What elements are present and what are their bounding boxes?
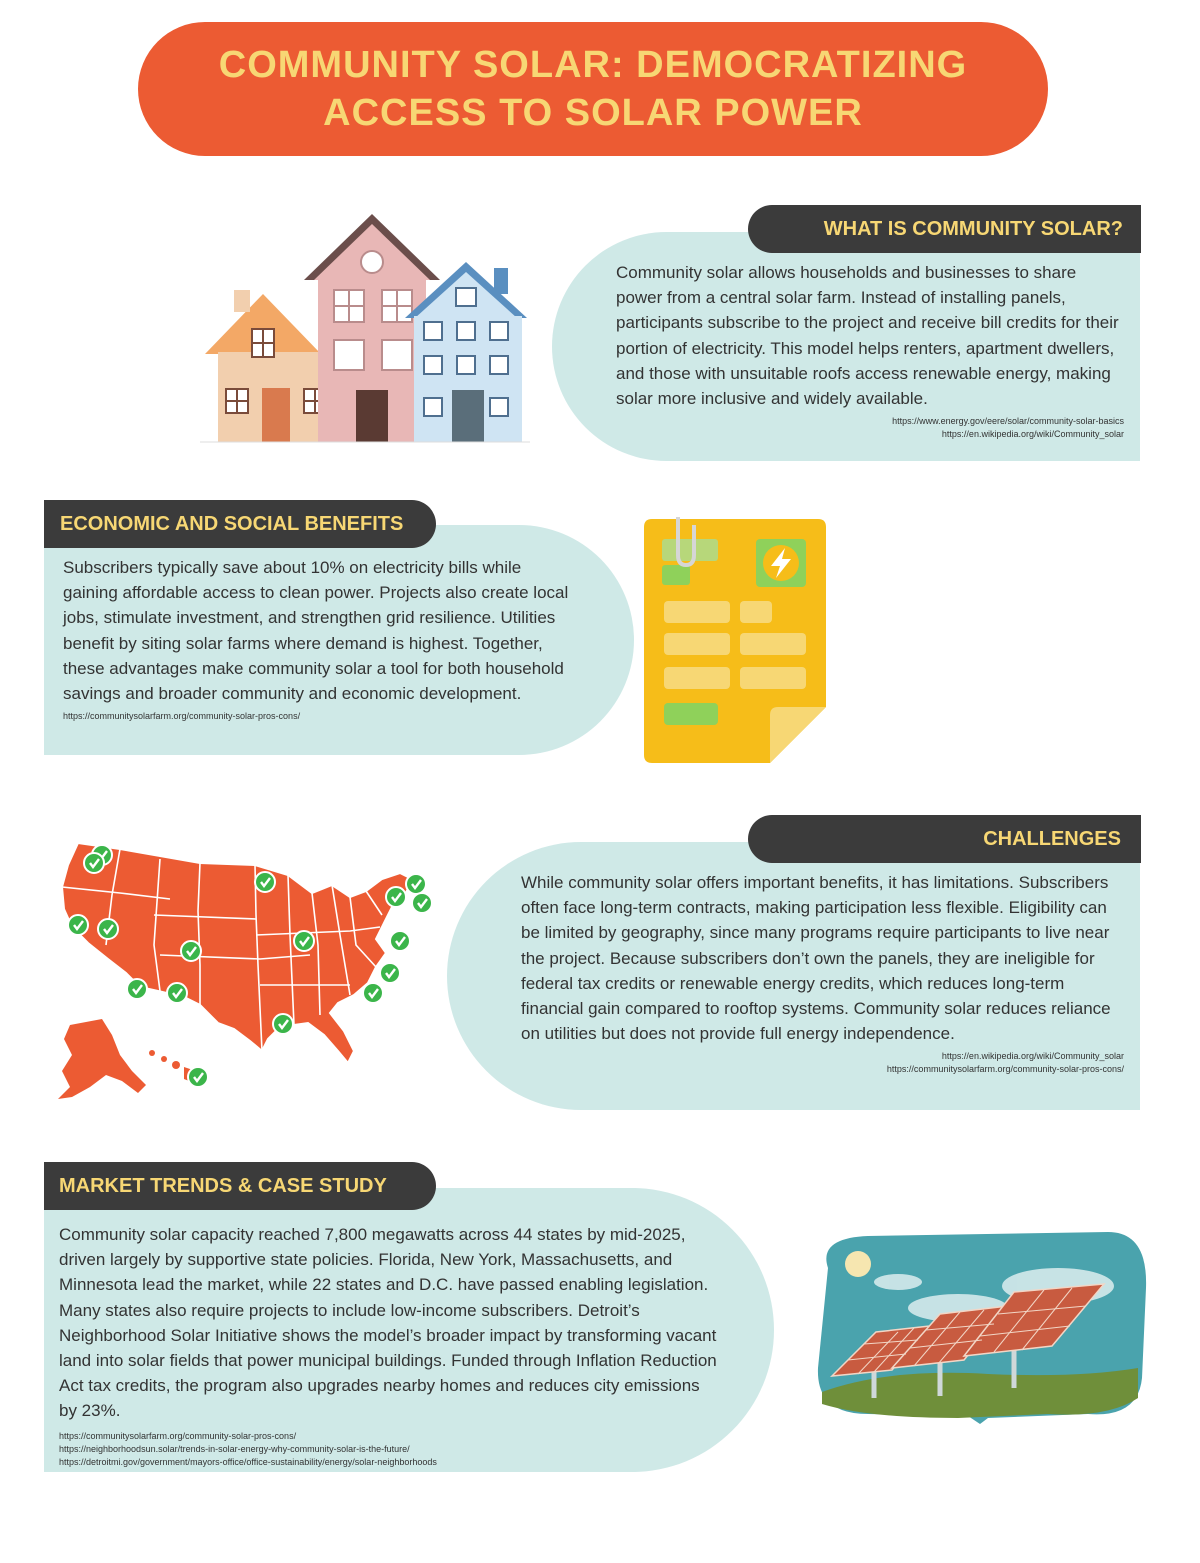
houses-illustration-icon bbox=[200, 212, 530, 444]
benefits-heading-text: ECONOMIC AND SOCIAL BENEFITS bbox=[60, 512, 404, 535]
what-source-2: https://en.wikipedia.org/wiki/Community_solar bbox=[941, 429, 1124, 440]
market-source-2: https://neighborhoodsun.solar/trends-in-solar-energy-why-community-solar-is-the-future/ bbox=[59, 1443, 410, 1454]
challenges-panel bbox=[447, 842, 1140, 1110]
what-heading bbox=[748, 205, 1141, 253]
market-heading bbox=[44, 1162, 436, 1210]
what-heading-text: WHAT IS COMMUNITY SOLAR? bbox=[823, 217, 1123, 240]
benefits-body: Subscribers typically save about 10% on electricity bills while gaining affordable access to clean power. Projects also create local jobs, stimulate investment, and strengthen grid resilience. Utilities benefit by siting solar farms where demand is highest. Together, these advantages make community solar a tool for both household savings and broader community and economic development. bbox=[63, 558, 569, 704]
us-map-with-checkmarks-icon bbox=[50, 835, 440, 1105]
title-banner bbox=[138, 22, 1048, 156]
page-title-line-2: ACCESS TO SOLAR POWER bbox=[323, 92, 863, 134]
market-source-1: https://communitysolarfarm.org/community-solar-pros-cons/ bbox=[59, 1430, 297, 1441]
what-panel bbox=[552, 232, 1140, 461]
benefits-source-1: https://communitysolarfarm.org/community-solar-pros-cons/ bbox=[63, 711, 301, 722]
benefits-panel bbox=[44, 525, 634, 755]
market-panel bbox=[44, 1188, 774, 1472]
solar-panel-field-icon bbox=[808, 1228, 1156, 1428]
challenges-heading-text: CHALLENGES bbox=[983, 827, 1121, 850]
market-body: Community solar capacity reached 7,800 megawatts across 44 states by mid-2025, driven largely by supportive state policies. Florida, New York, Massachusetts, and Minnesota lead the market, while 22 states and D.C. have passed enabling legislation. Many states also require projects to include low-income subscribers. Detroit’s Neighborhood Solar Initiative shows the model’s broader impact by transforming vacant land into solar fields that power municipal buildings. Funded through Inflation Reduction Act tax credits, the program also upgrades nearby homes and reduces city emissions by 23%. bbox=[59, 1225, 717, 1421]
what-source-1: https://www.energy.gov/eere/solar/community-solar-basics bbox=[892, 416, 1124, 427]
what-body: Community solar allows households and businesses to share power from a central solar farm. Instead of installing panels, participants subscribe to the project and receive bill credits for their portion of electricity. This model helps renters, apartment dwellers, and those with unsuitable roofs access renewable energy, making solar more inclusive and widely available. bbox=[616, 263, 1119, 409]
challenges-source-1: https://en.wikipedia.org/wiki/Community_solar bbox=[941, 1051, 1124, 1062]
market-source-3: https://detroitmi.gov/government/mayors-office/office-sustainability/energy/solar-neighborhoods bbox=[59, 1456, 437, 1467]
challenges-source-2: https://communitysolarfarm.org/community-solar-pros-cons/ bbox=[886, 1064, 1124, 1075]
electric-bill-document-icon bbox=[640, 515, 830, 765]
challenges-heading bbox=[748, 815, 1141, 863]
page-title-line-1: COMMUNITY SOLAR: DEMOCRATIZING bbox=[218, 44, 968, 86]
market-heading-text: MARKET TRENDS & CASE STUDY bbox=[59, 1174, 387, 1197]
benefits-heading bbox=[44, 500, 436, 548]
challenges-body: While community solar offers important benefits, it has limitations. Subscribers often face long-term contracts, making participation less flexible. Eligibility can be limited by geography, since many programs require participants to live near the project. Because subscribers don’t own the panels, they are ineligible for federal tax credits or renewable energy credits, which reduces long-term financial gain compared to rooftop systems. Community solar reduces reliance on utilities but does not provide full energy independence. bbox=[521, 873, 1111, 1044]
